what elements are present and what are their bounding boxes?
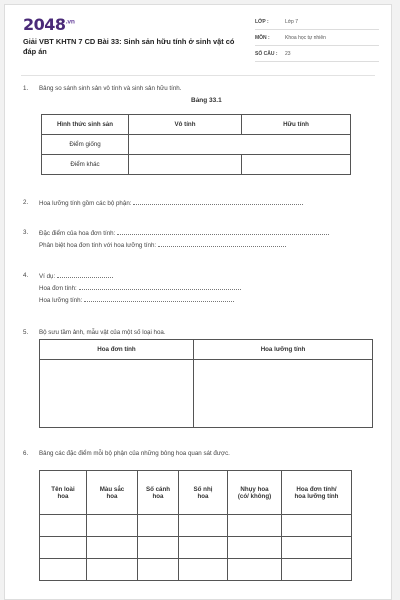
flower-features-table [39,470,352,581]
table-row-label: Điểm khác [42,155,129,175]
site-logo[interactable]: $2048^{.vn}$ [23,15,75,34]
table-row-label: Điểm giống [42,135,129,155]
worksheet-page [4,4,392,600]
question-3-line-1: Đặc điểm của hoa đơn tính: [39,229,329,237]
meta-divider [255,61,379,62]
meta-label-count: SỐ CÂU : [255,51,278,57]
answer-cell[interactable] [87,537,138,559]
table-header-cell: Hoa đơn tính/ hoa lưỡng tính [282,471,352,515]
table-header-cell: Hình thức sinh sản [42,115,129,135]
answer-cell[interactable] [87,559,138,581]
question-4-line-3: Hoa lưỡng tính: [39,296,234,304]
answer-cell[interactable] [179,537,228,559]
question-number: 2. [23,199,29,206]
meta-divider [255,29,379,30]
table-header-cell: Màu sắc hoa [87,471,138,515]
answer-cell[interactable] [179,515,228,537]
question-2-text: Hoa lưỡng tính gồm các bộ phận: [39,199,303,207]
answer-cell[interactable] [179,559,228,581]
table-header-cell: Nhụy hoa (có/ không) [228,471,282,515]
table-caption: Bảng 33.1 [191,97,222,104]
meta-label-subject: MÔN : [255,35,270,41]
answer-cell[interactable] [138,537,179,559]
answer-cell[interactable] [40,515,87,537]
question-4-line-2: Hoa đơn tính: [39,284,241,292]
answer-cell[interactable] [228,559,282,581]
question-5-text: Bộ sưu tầm ảnh, mẫu vật của một số loại hoa. [39,329,166,336]
table-header-cell: Hữu tính [242,115,351,135]
table-header-cell: Hoa lưỡng tính [194,340,373,360]
question-number: 1. [23,85,29,92]
question-6-text: Bảng các đặc điểm mỗi bộ phận của những bông hoa quan sát được. [39,450,230,457]
question-number: 6. [23,450,29,457]
question-number: 4. [23,272,29,279]
meta-label-class: LỚP : [255,19,269,25]
table-header-cell: Số cánh hoa [138,471,179,515]
answer-cell[interactable] [40,537,87,559]
question-4-line-1: Ví dụ: [39,272,113,280]
answer-cell[interactable] [282,559,352,581]
answer-cell[interactable] [242,155,351,175]
answer-cell[interactable] [40,360,194,428]
meta-divider [255,45,379,46]
question-number: 5. [23,329,29,336]
answer-cell[interactable] [282,537,352,559]
answer-cell[interactable] [228,515,282,537]
meta-value-class: Lớp 7 [285,19,299,25]
table-header-cell: Hoa đơn tính [40,340,194,360]
table-header-cell: Số nhị hoa [179,471,228,515]
answer-cell[interactable] [129,155,242,175]
meta-value-count: 23 [285,51,291,57]
question-number: 3. [23,229,29,236]
answer-cell[interactable] [87,515,138,537]
answer-cell[interactable] [138,515,179,537]
flower-collection-table [39,339,373,428]
meta-value-subject: Khoa học tự nhiên [285,35,326,41]
answer-cell[interactable] [228,537,282,559]
answer-cell[interactable] [194,360,373,428]
header-divider [21,75,375,76]
answer-cell[interactable] [129,135,351,155]
comparison-table [41,114,351,175]
answer-cell[interactable] [40,559,87,581]
page-title: Giải VBT KHTN 7 CD Bài 33: Sinh sản hữu tính ở sinh vật có đáp án [23,37,235,56]
answer-cell[interactable] [282,515,352,537]
table-header-cell: Vô tính [129,115,242,135]
question-1-text: Bảng so sánh sinh sản vô tính và sinh sản hữu tính. [39,85,182,92]
answer-cell[interactable] [138,559,179,581]
question-3-line-2: Phân biệt hoa đơn tính với hoa lưỡng tính: [39,241,286,249]
table-header-cell: Tên loài hoa [40,471,87,515]
